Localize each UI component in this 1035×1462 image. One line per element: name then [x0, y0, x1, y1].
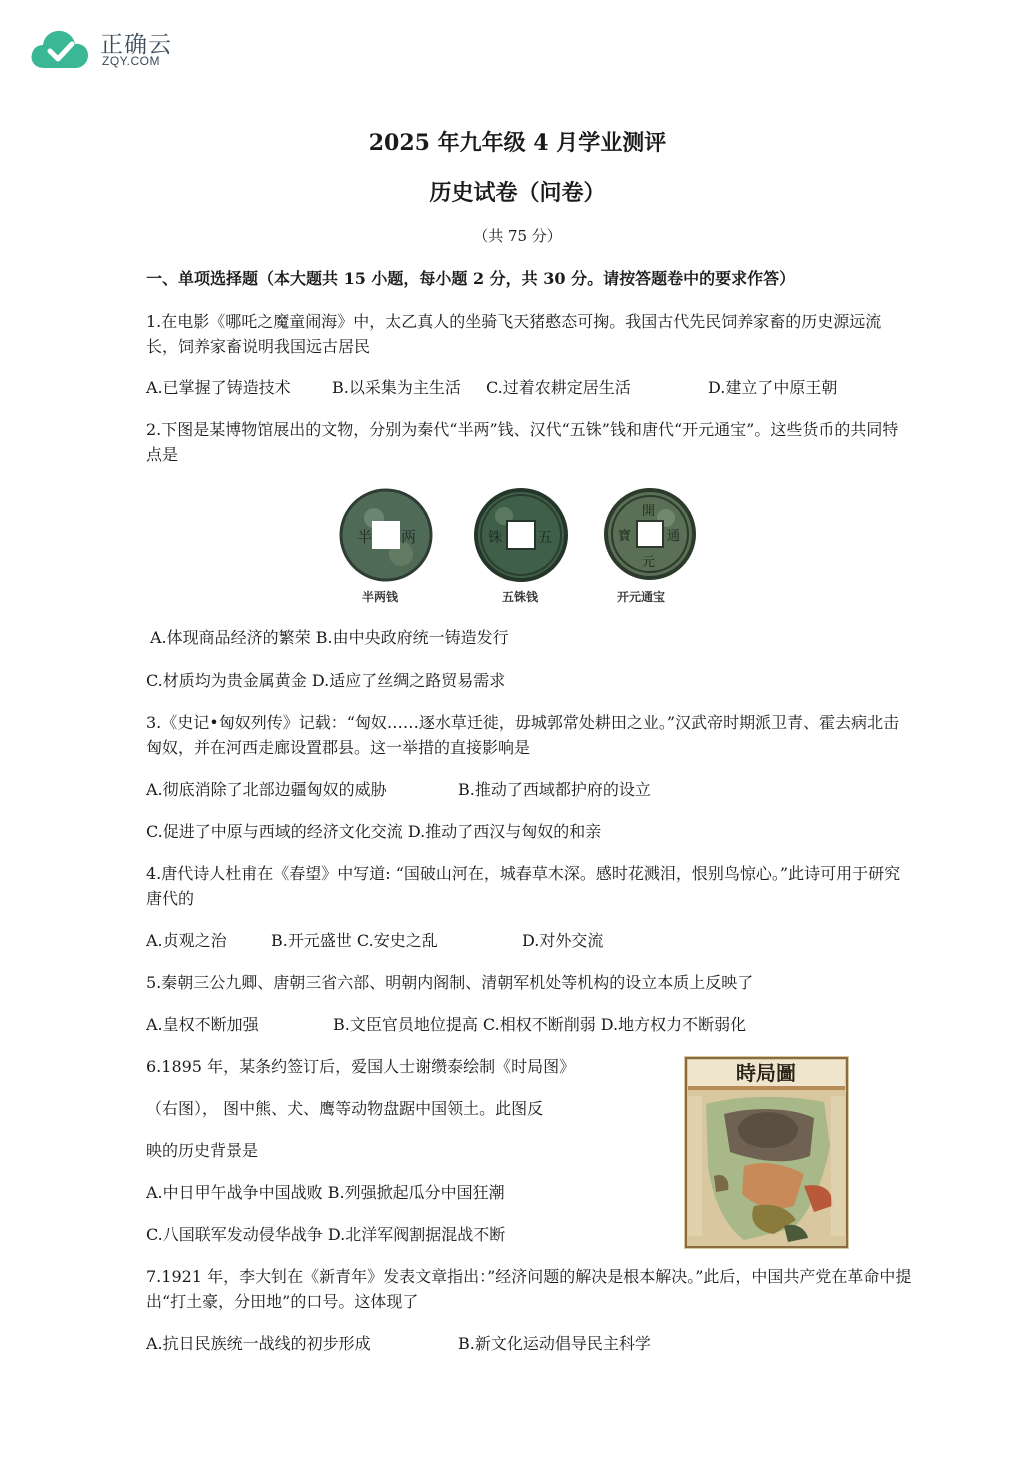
question-5-options — [146, 1012, 906, 1037]
q4-option-d: D.对外交流 — [522, 931, 604, 950]
q6-options-ab: A.中日甲午战争中国战败 B.列强掀起瓜分中国狂潮 — [146, 1183, 505, 1202]
q5-option-bcd: B.文臣官员地位提高 C.相权不断削弱 D.地方权力不断弱化 — [333, 1015, 747, 1034]
q7-option-b: B.新文化运动倡导民主科学 — [458, 1334, 651, 1353]
q2-options-ab: A.体现商品经济的繁荣 B.由中央政府统一铸造发行 — [150, 628, 509, 647]
banliang-coin-image — [339, 488, 433, 582]
coin-label-wuzhu: 五铢钱 — [502, 590, 539, 604]
q4-option-a: A.贞观之治 — [146, 931, 227, 950]
svg-text:半: 半 — [357, 528, 373, 546]
svg-text:铢: 铢 — [488, 530, 502, 546]
q4-option-bc: B.开元盛世 C.安史之乱 — [271, 931, 438, 950]
question-4-options — [146, 928, 906, 953]
svg-text:開: 開 — [642, 504, 656, 519]
q3-option-b: B.推动了西域都护府的设立 — [458, 780, 651, 799]
q5-option-a: A.皇权不断加强 — [146, 1015, 259, 1034]
question-4-stem: 4.唐代诗人杜甫在《春望》中写道: “国破山河在，城春草木深。感时花溅泪，恨别鸟惊心。”此诗可用于研究唐代的 — [146, 864, 901, 908]
svg-text:元: 元 — [642, 555, 656, 570]
coin-label-banliang: 半两钱 — [362, 590, 399, 604]
question-3-stem: 3.《史记•匈奴列传》记载：“匈奴……逐水草迁徙，毋城郭常处耕田之业。”汉武帝时期派卫青、霍去病北击匈奴，并在河西走廊设置郡县。这一举措的直接影响是 — [146, 713, 900, 757]
question-1-stem: 1.在电影《哪吒之魔童闹海》中，太乙真人的坐骑飞天猪憨态可掬。我国古代先民饲养家畜的历史源远流长，饲养家畜说明我国远古居民 — [146, 312, 882, 356]
logo-brand: 正确云 — [100, 32, 172, 58]
svg-text:寶: 寶 — [618, 529, 632, 544]
question-6-line3: 映的历史背景是 — [146, 1141, 259, 1160]
q7-option-a: A.抗日民族统一战线的初步形成 — [146, 1334, 371, 1353]
kaiyuan-coin-image — [604, 488, 696, 580]
q3-option-a: A.彻底消除了北部边疆匈奴的威胁 — [146, 780, 387, 799]
q6-options-cd: C.八国联军发动侵华战争 D.北洋军阀割据混战不断 — [146, 1225, 506, 1244]
question-6-line1: 6.1895 年，某条约签订后，爱国人士谢缵泰绘制《时局图》 — [146, 1057, 576, 1076]
q1-option-a: A.已掌握了铸造技术 — [146, 378, 291, 397]
q1-option-d: D.建立了中原王朝 — [708, 378, 838, 397]
exam-title: 2025 年九年级 4 月学业测评 — [368, 130, 667, 156]
q3-options-cd: C.促进了中原与西域的经济文化交流 D.推动了西汉与匈奴的和亲 — [146, 822, 602, 841]
question-2-stem: 2.下图是某博物馆展出的文物，分别为秦代“半两”钱、汉代“五铢”钱和唐代“开元通宝”。这些货币的共同特点是 — [146, 420, 899, 464]
exam-total-score: （共 75 分） — [473, 227, 562, 245]
q2-options-cd: C.材质均为贵金属黄金 D.适应了丝绸之路贸易需求 — [146, 671, 506, 690]
q1-option-b: B.以采集为主生活 — [332, 378, 461, 397]
coin-label-kaiyuan: 开元通宝 — [617, 590, 666, 604]
svg-text:五: 五 — [538, 530, 552, 546]
wuzhu-coin-image — [474, 488, 568, 582]
shijutu-map-image — [684, 1056, 849, 1249]
question-6-line2: （右图）， 图中熊、犬、鹰等动物盘踞中国领土。此图反 — [146, 1099, 544, 1118]
question-5-stem: 5.秦朝三公九卿、唐朝三省六部、明朝内阁制、清朝军机处等机构的设立本质上反映了 — [146, 973, 754, 992]
q1-option-c: C.过着农耕定居生活 — [486, 378, 631, 397]
question-1-options — [146, 375, 906, 400]
question-7-options — [146, 1331, 906, 1356]
logo-domain: ZQY.COM — [102, 54, 160, 68]
section-heading: 一、单项选择题（本大题共 15 小题，每小题 2 分，共 30 分。请按答题卷中的要求作答） — [146, 269, 796, 288]
question-7-stem: 7.1921 年，李大钊在《新青年》发表文章指出：”经济问题的解决是根本解决。”此后，中国共产党在革命中提出“打土豪，分田地”的口号。这体现了 — [146, 1267, 912, 1311]
map-title: 時局圖 — [736, 1061, 796, 1085]
exam-subtitle: 历史试卷（问卷） — [429, 180, 606, 206]
question-3-options-ab — [146, 777, 906, 802]
svg-text:通: 通 — [667, 529, 681, 544]
svg-text:两: 两 — [401, 528, 417, 546]
